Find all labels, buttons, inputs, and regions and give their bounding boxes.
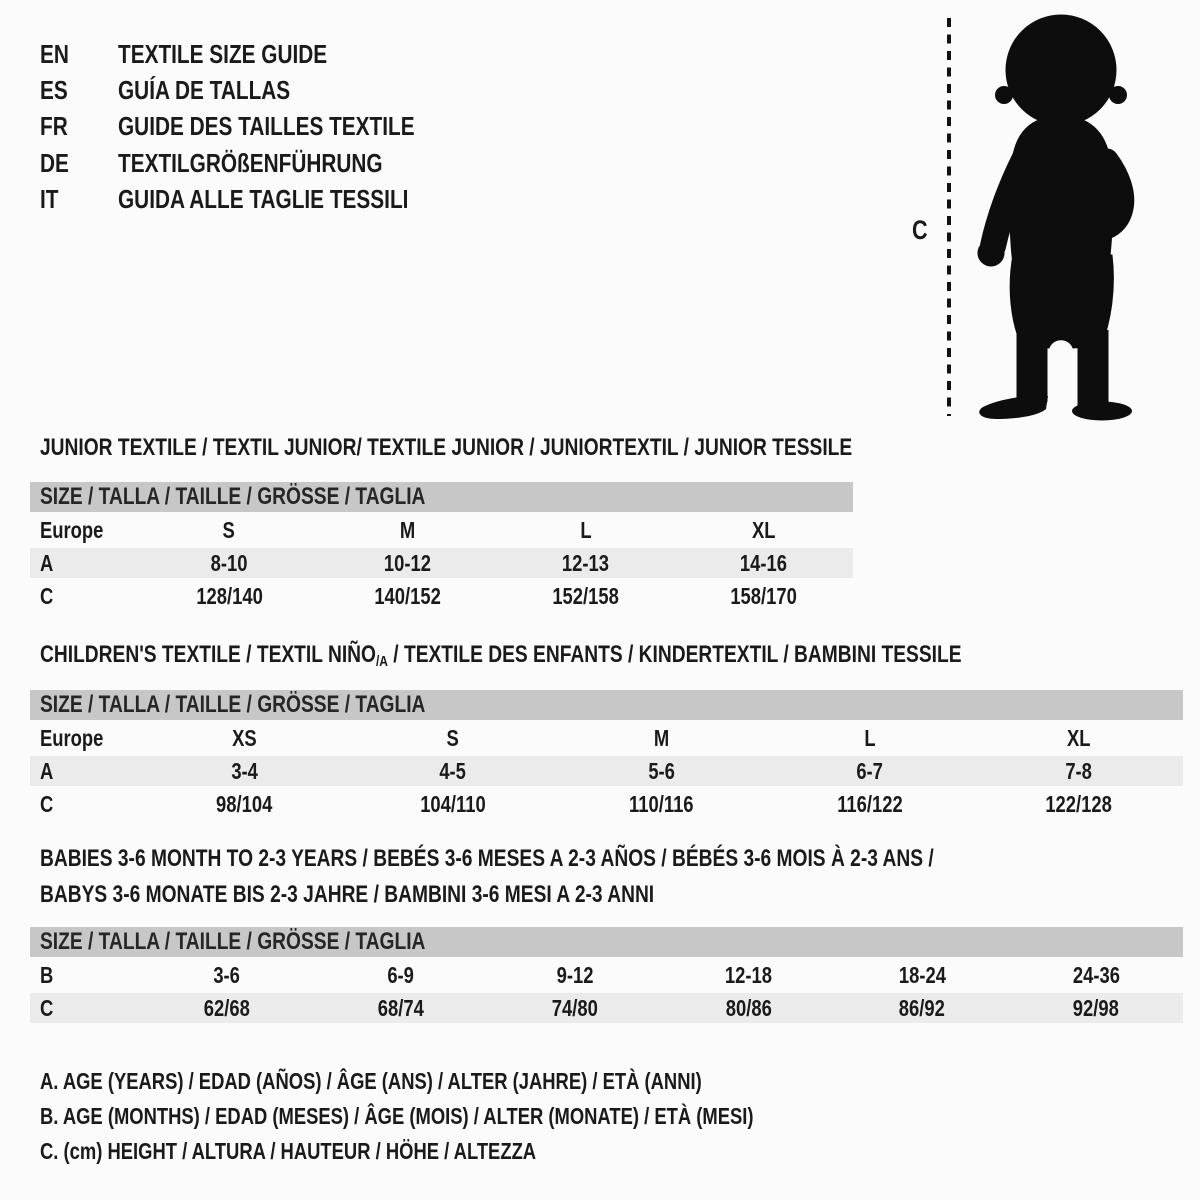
value-cell: 92/98 [1073, 994, 1120, 1021]
babies-size-bar: SIZE / TALLA / TAILLE / GRÖSSE / TAGLIA [30, 927, 1183, 957]
children-header-row [30, 723, 1183, 753]
value-cell: 104/110 [420, 790, 486, 817]
row-label-cell: C [40, 994, 54, 1021]
value-cell: 62/68 [203, 994, 250, 1021]
value-cell: 7-8 [1065, 757, 1092, 784]
value-cell: 4-5 [439, 757, 467, 784]
page-title-es: GUÍA DE TALLAS [118, 75, 291, 106]
value-cell: 158/170 [730, 582, 798, 609]
value-cell: 98/104 [216, 790, 273, 817]
language-row-en [40, 36, 489, 72]
value-cell: 122/128 [1045, 790, 1112, 817]
legend-age-months: B. AGE (MONTHS) / EDAD (MESES) / ÂGE (MOIS) / ALTER (MONATE) / ETÀ (MESI) [40, 1103, 754, 1129]
value-cell: 10-12 [383, 549, 431, 576]
row-label-cell: C [40, 582, 54, 609]
junior-row-height [30, 581, 853, 611]
page-title-en: TEXTILE SIZE GUIDE [118, 38, 328, 69]
size-cell: S [446, 724, 460, 751]
junior-section-title: JUNIOR TEXTILE / TEXTIL JUNIOR/ TEXTILE JUNIOR / JUNIORTEXTIL / JUNIOR TESSILE [40, 434, 853, 461]
children-section-title: CHILDREN'S TEXTILE / TEXTIL NIÑO/A / TEXTILE DES ENFANTS / KINDERTEXTIL / BAMBINI TESSILE [40, 641, 962, 670]
height-measure-label: C [912, 215, 928, 245]
size-cell: L [580, 516, 592, 543]
value-cell: 140/152 [374, 582, 441, 609]
size-cell: M [653, 724, 670, 751]
value-cell: 6-9 [387, 961, 415, 988]
value-cell: 3-4 [230, 757, 258, 784]
language-code: ES [40, 75, 68, 106]
children-row-height [30, 789, 1183, 819]
junior-size-bar: SIZE / TALLA / TAILLE / GRÖSSE / TAGLIA [30, 482, 853, 512]
language-title-list [40, 36, 489, 218]
junior-header-row [30, 515, 853, 545]
row-label-cell: B [40, 961, 54, 988]
babies-row-height [30, 993, 1183, 1023]
size-cell: XS [232, 724, 257, 751]
row-label-cell: C [40, 790, 54, 817]
toddler-silhouette-figure [905, 10, 1155, 424]
language-code: EN [40, 38, 69, 69]
children-row-age [30, 756, 1183, 786]
value-cell: 12-13 [562, 549, 610, 576]
value-cell: 18-24 [898, 961, 946, 988]
language-row-fr [40, 109, 489, 145]
babies-row-months [30, 960, 1183, 990]
language-row-it [40, 182, 489, 218]
language-row-de [40, 145, 489, 181]
value-cell: 74/80 [551, 994, 598, 1021]
legend-age-years: A. AGE (YEARS) / EDAD (AÑOS) / ÂGE (ANS) / ALTER (JAHRE) / ETÀ (ANNI) [40, 1068, 702, 1094]
toddler-silhouette [978, 15, 1132, 421]
value-cell: 12-18 [724, 961, 772, 988]
row-label-cell: A [40, 757, 54, 784]
size-cell: M [399, 516, 416, 543]
region-label-cell: Europe [40, 724, 104, 751]
page-title-it: GUIDA ALLE TAGLIE TESSILI [118, 184, 409, 215]
value-cell: 110/116 [629, 790, 694, 817]
legend-height-cm: C. (cm) HEIGHT / ALTURA / HAUTEUR / HÖHE / ALTEZZA [40, 1138, 537, 1164]
language-row-es [40, 72, 489, 108]
page-title-fr: GUIDE DES TAILLES TEXTILE [118, 111, 415, 142]
value-cell: 116/122 [837, 790, 903, 817]
language-code: IT [40, 184, 59, 215]
page-title-de: TEXTILGRÖßENFÜHRUNG [118, 147, 383, 178]
value-cell: 152/158 [552, 582, 619, 609]
value-cell: 128/140 [195, 582, 263, 609]
children-size-bar: SIZE / TALLA / TAILLE / GRÖSSE / TAGLIA [30, 690, 1183, 720]
value-cell: 80/86 [725, 994, 772, 1021]
nino-a-subscript: /A [375, 653, 388, 670]
language-code: FR [40, 111, 68, 142]
value-cell: 6-7 [856, 757, 884, 784]
region-label-cell: Europe [40, 516, 104, 543]
value-cell: 9-12 [556, 961, 593, 988]
size-cell: L [864, 724, 876, 751]
value-cell: 14-16 [740, 549, 788, 576]
size-cell: XL [752, 516, 776, 543]
babies-section-title-line2: BABYS 3-6 MONATE BIS 2-3 JAHRE / BAMBINI 3-6 MESI A 2-3 ANNI [40, 881, 655, 908]
value-cell: 86/92 [899, 994, 946, 1021]
value-cell: 8-10 [210, 549, 248, 576]
value-cell: 3-6 [213, 961, 241, 988]
babies-section-title-line1: BABIES 3-6 MONTH TO 2-3 YEARS / BEBÉS 3-6 MESES A 2-3 AÑOS / BÉBÉS 3-6 MOIS À 2-3 ANS / [40, 845, 934, 872]
size-cell: S [222, 516, 236, 543]
value-cell: 24-36 [1072, 961, 1120, 988]
value-cell: 68/74 [377, 994, 424, 1021]
value-cell: 5-6 [648, 757, 675, 784]
size-cell: XL [1066, 724, 1091, 751]
language-code: DE [40, 147, 69, 178]
row-label-cell: A [40, 549, 54, 576]
junior-row-age [30, 548, 853, 578]
